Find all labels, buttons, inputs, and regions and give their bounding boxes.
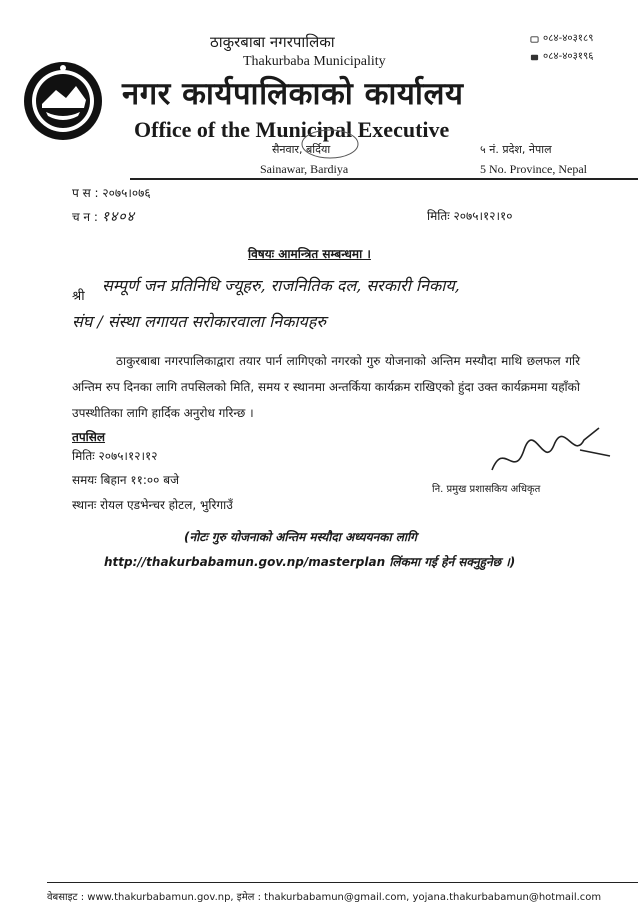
- phone-row-2: [530, 48, 593, 66]
- signatory-title: नि. प्रमुख प्रशासकिय अधिकृत: [432, 484, 541, 495]
- reference-label: प स :: [72, 186, 103, 200]
- phone-numbers: [530, 30, 593, 66]
- dispatch-value: १४०४: [101, 209, 135, 225]
- note-line-1: (नोटः गुरु योजनाको अन्तिम मस्यौदा अध्ययनका लागि: [184, 530, 417, 544]
- office-title-np: नगर कार्यपालिकाको कार्यालय: [122, 76, 464, 112]
- province-np: ५ नं. प्रदेश, नेपाल: [480, 143, 552, 156]
- detail-time: समयः बिहान ११:०० बजे: [72, 473, 179, 487]
- municipality-name-np: ठाकुरबाबा नगरपालिका: [210, 33, 335, 51]
- province-en: 5 No. Province, Nepal: [480, 162, 587, 176]
- detail-place: स्थानः रोयल एडभेन्चर होटल, भुरिगाउँ: [72, 498, 233, 512]
- reference-number: [72, 184, 151, 201]
- footer-contact: वेबसाइट : www.thakurbabamun.gov.np, इमेल : thakurbabamun@gmail.com, yojana.thakurbabamun@hotmail.com: [47, 892, 602, 903]
- date-value: २०७५।१२।१०: [453, 209, 513, 223]
- dispatch-label: च न :: [72, 210, 102, 224]
- municipality-name-en: Thakurbaba Municipality: [243, 54, 386, 69]
- dispatch-number: [72, 207, 135, 226]
- address-np: सैनवार, बर्दिया: [272, 143, 331, 156]
- detail-date: मितिः २०७५।१२।१२: [72, 449, 158, 463]
- phone-row-1: [530, 30, 593, 48]
- letter-body: ठाकुरबाबा नगरपालिकाद्वारा तयार पार्न लागिएको नगरको गुरु योजनाको अन्तिम मस्यौदा माथि छलफल गरि अन्तिम रुप दिनका लागि तपसिलको मिति, समय र स्थानमा अन्तर्किया कार्यक्रम राखिएको हुंदा उक्त कार्यक्रममा यहाँको उपस्थीतिका लागि हार्दिक अनुरोध गरिन्छ ।: [72, 354, 580, 420]
- letter-subject: विषयः आमन्त्रित सम्बन्धमा ।: [248, 247, 371, 261]
- address-en: Sainawar, Bardiya: [260, 162, 349, 176]
- phone-2: ०८४-४०३१९६: [543, 51, 594, 62]
- fax-icon: [530, 53, 539, 62]
- office-title-en: Office of the Municipal Executive: [134, 117, 450, 142]
- signature: [484, 420, 614, 484]
- note-line-2: http://thakurbabamun.gov.np/masterplan लिंकमा गई हेर्न सक्नुहुनेछ ।): [104, 555, 516, 569]
- recipient-line-1: सम्पूर्ण जन प्रतिनिधि ज्यूहरु, राजनितिक दल, सरकारी निकाय,: [102, 276, 460, 295]
- footer-divider: [47, 882, 638, 883]
- emblem-logo: [22, 60, 104, 142]
- phone-1: ०८४-४०३१८९: [543, 33, 594, 44]
- header-divider: [130, 178, 638, 180]
- salutation: श्री: [72, 289, 85, 304]
- letter-date: [427, 207, 513, 224]
- recipient-line-2: संघ / संस्था लगायत सरोकारवाला निकायहरु: [72, 312, 326, 331]
- details-heading: तपसिल: [72, 430, 106, 444]
- date-label: मितिः: [427, 209, 454, 223]
- phone-icon: [530, 35, 539, 44]
- reference-value: २०७५।०७६: [102, 186, 151, 200]
